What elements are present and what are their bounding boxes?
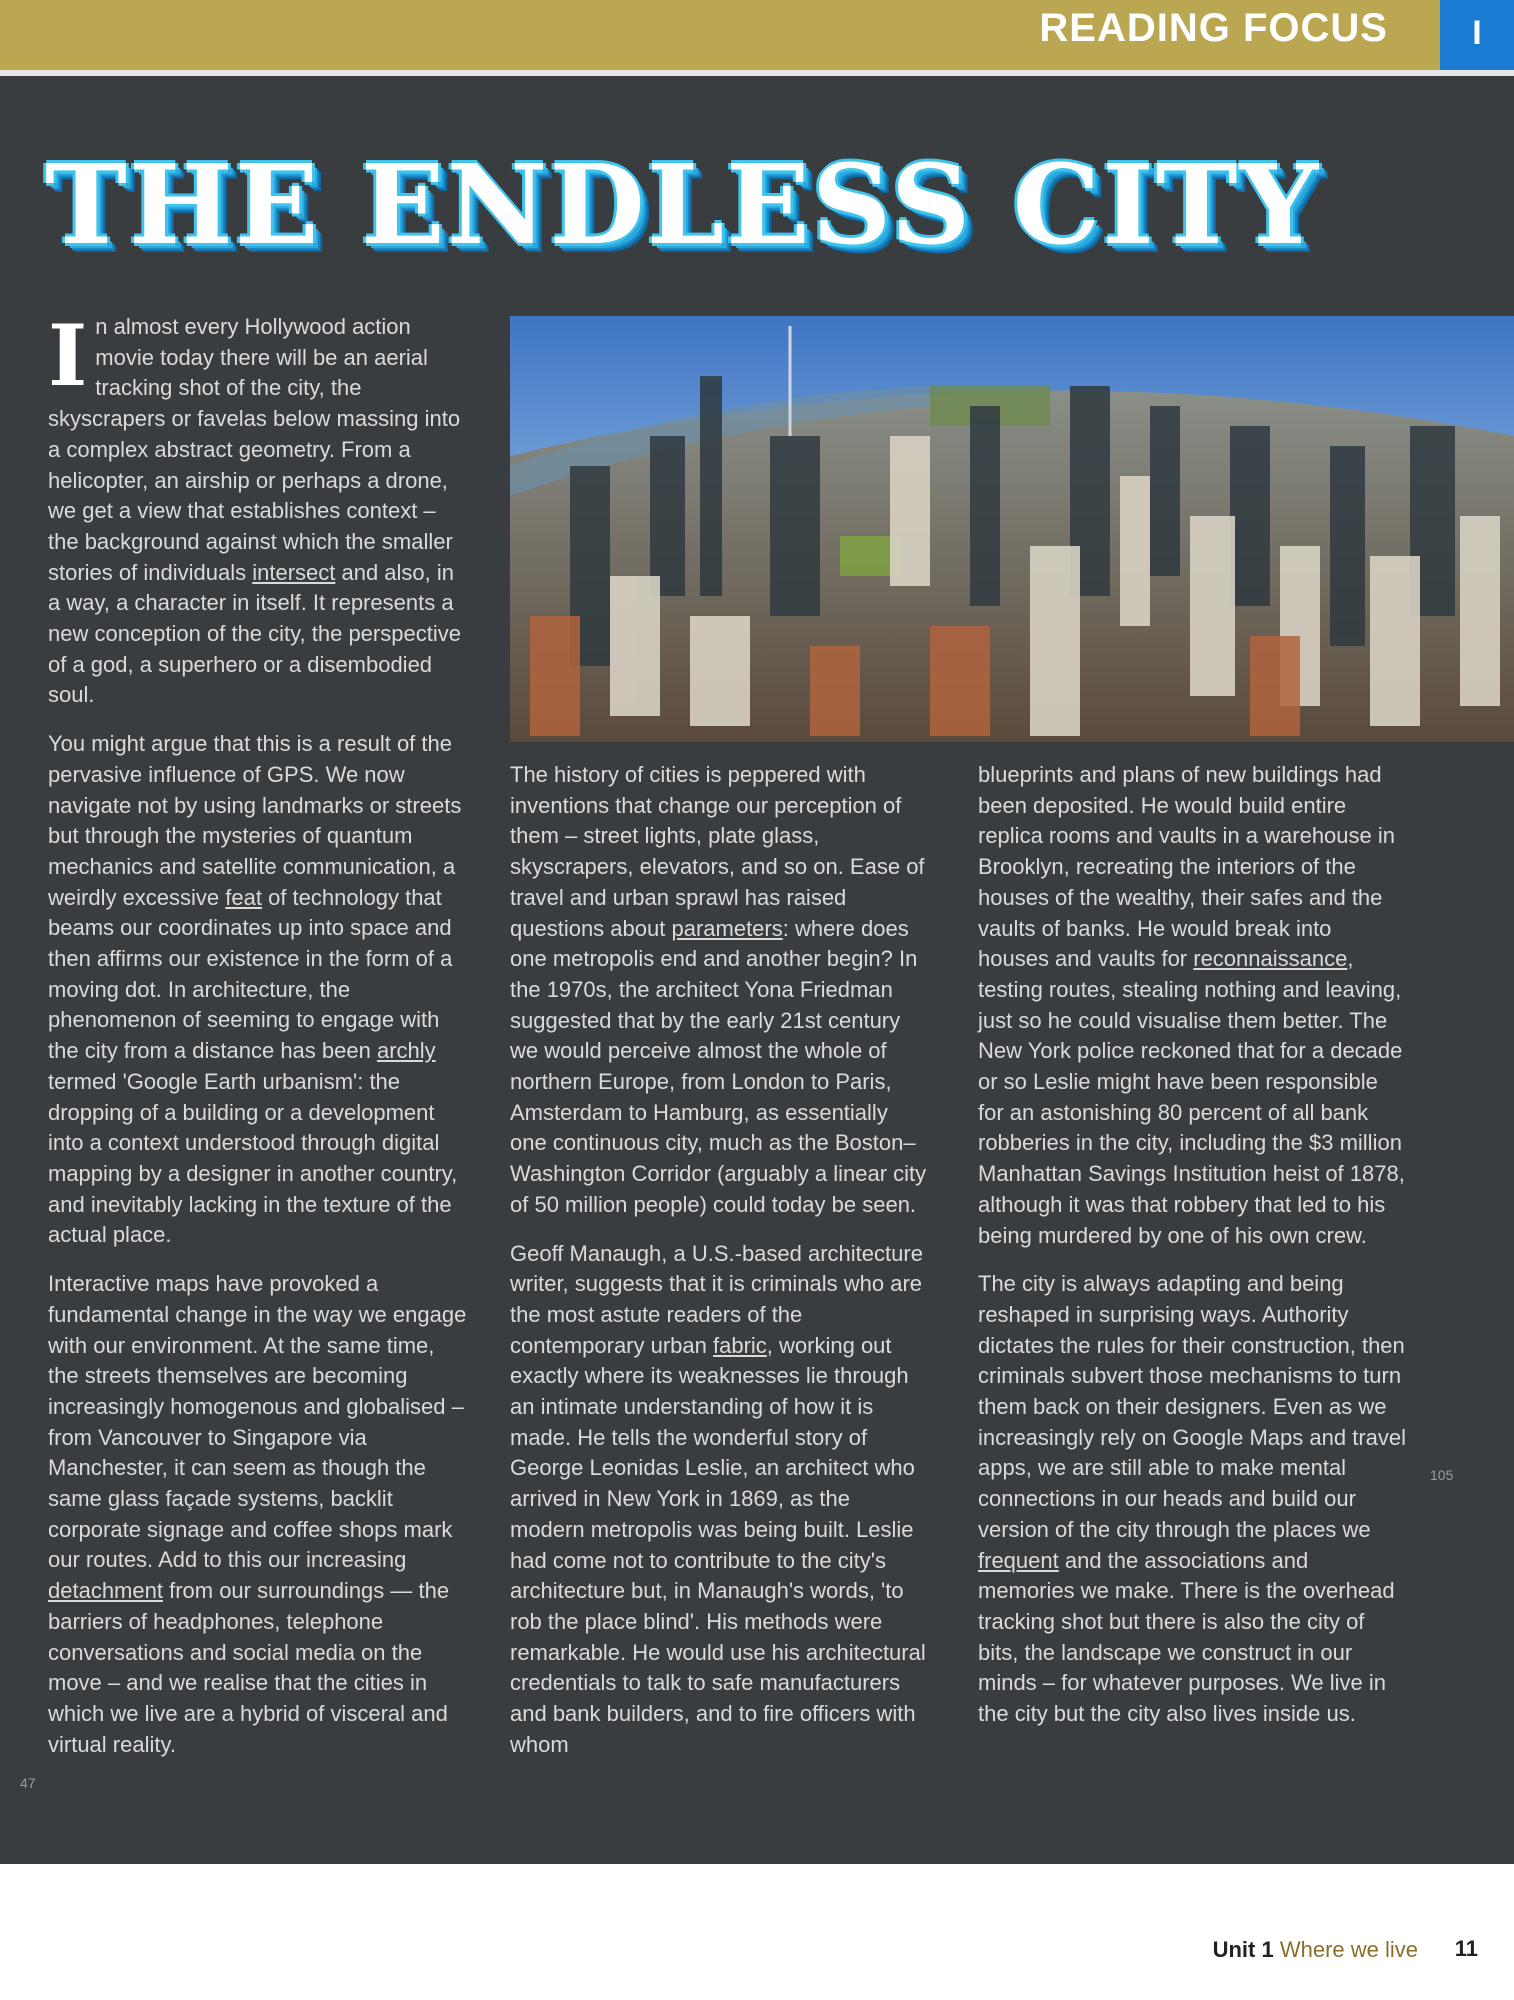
vocab-word: detachment	[48, 1578, 163, 1604]
page-number: 11	[1454, 1936, 1478, 1961]
vocab-word: intersect	[252, 559, 336, 585]
paragraph: The city is always adapting and being reshaped in surprising ways. Authority dictates the rules for their construction, then criminals subvert those mechanisms to turn them back on their designers. Even as we increasingly rely on Google Maps and travel apps, we are still able to make mental connections in our heads and build our version of the city through the places we frequent and the associations and memories we make. There is the overhead tracking shot but there is also the city of bits, the landscape we construct in our minds – for whatever purposes. We live in the city but the city also lives inside us.	[978, 1271, 1407, 1727]
vocab-word: feat	[225, 884, 262, 910]
unit-title: Where we live	[1279, 1937, 1418, 1962]
paragraph: Interactive maps have provoked a fundamental change in the way we engage with our environment. At the same time, the streets themselves are becoming increasingly homogenous and globalised – from Vancouver to Singapore via Manchester, it can seem as though the same glass façade systems, backlit corporate signage and coffee shops mark our routes. Add to this our increasing detachment from our surroundings — the barriers of headphones, telephone conversations and social media on the move – and we realise that the cities in which we live are a hybrid of visceral and virtual reality.	[48, 1271, 467, 1757]
paragraph: You might argue that this is a result of the pervasive influence of GPS. We now navigate not by using landmarks or streets but through the mysteries of quantum mechanics and satellite communication, a weirdly excessive feat of technology that beams our coordinates up into space and then affirms our existence in the form of a moving dot. In architecture, the phenomenon of seeming to engage with the city from a distance has been archly termed 'Google Earth urbanism': the dropping of a building or a development into a context understood through digital mapping by a designer in another country, and inevitably lacking in the texture of the actual place.	[48, 731, 462, 1248]
article-column-3	[978, 760, 1408, 1748]
vocab-word: frequent	[978, 1547, 1059, 1573]
article-column-2	[510, 760, 930, 1779]
vocab-word: fabric	[713, 1332, 767, 1358]
paragraph: The history of cities is peppered with inventions that change our perception of them – street lights, plate glass, skyscrapers, elevators, and so on. Ease of travel and urban sprawl has raised questions about parameters: where does one metropolis end and another begin? In the 1970s, the architect Yona Friedman suggested that by the early 21st century we would perceive almost the whole of northern Europe, from London to Paris, Amsterdam to Hamburg, as essentially one continuous city, much as the Boston–Washington Corridor (arguably a linear city of 50 million people) could today be seen.	[510, 762, 927, 1217]
unit-label: Unit 1	[1212, 1937, 1274, 1962]
drop-cap: I	[48, 306, 88, 405]
vocab-word: parameters	[671, 915, 783, 941]
city-aerial-photo-icon	[510, 316, 1514, 742]
paragraph: Geoff Manaugh, a U.S.-based architecture writer, suggests that it is criminals who are the most astute readers of the contemporary urban fabric, working out exactly where its weaknesses lie through an intimate understanding of how it is made. He tells the wonderful story of George Leonidas Leslie, an architect who arrived in New York in 1869, as the modern metropolis was being built. Leslie had come not to contribute to the city's architecture but, in Manaugh's words, 'to rob the place blind'. His methods were remarkable. He would use his architectural credentials to talk to safe manufacturers and bank builders, and to fire officers with whom	[510, 1240, 926, 1757]
line-number-right: 105	[1430, 1467, 1454, 1483]
footer-unit	[1213, 1937, 1418, 1963]
article-column-1	[48, 306, 468, 1778]
article-title: THE ENDLESS CITY	[45, 140, 1321, 269]
vocab-word: archly	[376, 1038, 436, 1064]
unit-marker: I	[1440, 0, 1514, 70]
line-number-left: 47	[20, 1775, 36, 1791]
header-bar	[0, 0, 1514, 70]
section-label: READING FOCUS	[1039, 6, 1388, 50]
paragraph: blueprints and plans of new buildings had been deposited. He would build entire replica rooms and vaults in a warehouse in Brooklyn, recreating the interiors of the houses of the wealthy, their safes and the vaults of banks. He would break into houses and vaults for reconnaissance, testing routes, stealing nothing and leaving, just so he could visualise them better. The New York police reckoned that for a decade or so Leslie might have been responsible for an astonishing 80 percent of all bank robberies in the city, including the $3 million Manhattan Savings Institution heist of 1878, although it was that robbery that led to his being murdered by one of his own crew.	[978, 762, 1405, 1248]
vocab-word: reconnaissance	[1193, 946, 1348, 972]
paragraph: In almost every Hollywood action movie today there will be an aerial tracking shot of the city, the skyscrapers or favelas below massing into a complex abstract geometry. From a helicopter, an airship or perhaps a drone, we get a view that establishes context – the background against which the smaller stories of individuals intersect and also, in a way, a character in itself. It represents a new conception of the city, the perspective of a god, a superhero or a disembodied soul.	[48, 306, 461, 708]
